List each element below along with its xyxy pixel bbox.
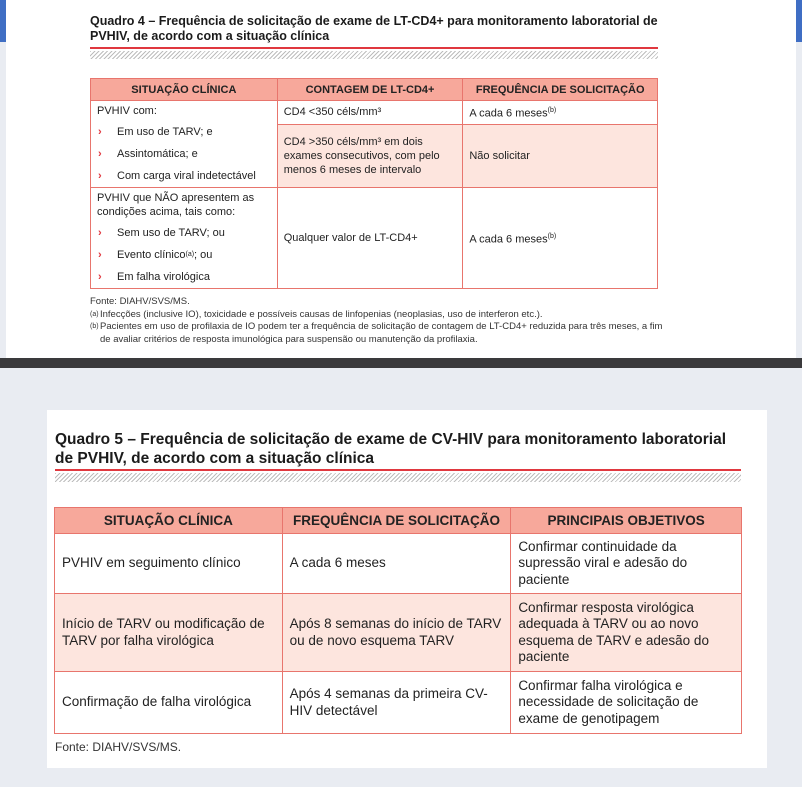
column-header: FREQUÊNCIA DE SOLICITAÇÃO xyxy=(463,79,658,101)
column-header: CONTAGEM DE LT-CD4+ xyxy=(277,79,463,101)
list-item-text: › Evento clínico xyxy=(117,249,186,261)
situation-cell: PVHIV em seguimento clínico xyxy=(55,534,283,594)
situation-intro: PVHIV com: xyxy=(97,105,157,117)
frequency-text: A cada 6 meses xyxy=(469,233,548,246)
table-row xyxy=(55,672,742,734)
quadro-5-table xyxy=(54,507,742,734)
situation-cell xyxy=(91,101,278,188)
count-cell: Qualquer valor de LT-CD4+ xyxy=(277,188,463,289)
column-header: PRINCIPAIS OBJETIVOS xyxy=(511,508,742,534)
frequency-cell: A cada 6 meses xyxy=(282,534,511,594)
list-item: › Com carga viral indetectável xyxy=(91,165,277,187)
title-rule xyxy=(55,469,741,471)
source-note: Fonte: DIAHV/SVS/MS. xyxy=(55,740,182,754)
footnotes xyxy=(90,296,670,346)
quadro-4-title: Quadro 4 – Frequência de solicitação de exame de LT-CD4+ para monitoramento laboratorial de PVHIV, de acordo com a situação clínica xyxy=(90,14,658,43)
situation-cell: Confirmação de falha virológica xyxy=(55,672,283,734)
column-header: SITUAÇÃO CLÍNICA xyxy=(91,79,278,101)
title-rule xyxy=(90,47,658,49)
situation-cell xyxy=(91,188,278,289)
quadro-4-table xyxy=(90,78,658,289)
table-row xyxy=(91,101,658,125)
frequency-cell: Não solicitar xyxy=(463,124,658,187)
quadro-5-title: Quadro 5 – Frequência de solicitação de exame de CV-HIV para monitoramento laboratorial de PVHIV, de acordo com a situação clínica xyxy=(55,431,727,467)
column-header: SITUAÇÃO CLÍNICA xyxy=(55,508,283,534)
frequency-cell: Após 4 semanas da primeira CV-HIV detectável xyxy=(282,672,511,734)
column-header: FREQUÊNCIA DE SOLICITAÇÃO xyxy=(282,508,511,534)
footnote-mark: (b) xyxy=(90,323,99,330)
list-item: › Assintomática; e xyxy=(91,143,277,165)
list-item: › Sem uso de TARV; ou xyxy=(91,222,277,244)
page-separator xyxy=(0,358,802,368)
footnote-text: Pacientes em uso de profilaxia de IO podem ter a frequência de solicitação de contagem de LT-CD4+ reduzida para três meses, a fim de avaliar critérios de resposta imunológica para suspensão ou manutenção da profilaxia. xyxy=(100,321,663,345)
page-quadro-4 xyxy=(6,0,796,358)
footnote-b xyxy=(90,321,670,346)
situation-cell: Início de TARV ou modificação de TARV por falha virológica xyxy=(55,594,283,672)
table-header-row xyxy=(55,508,742,534)
table-row xyxy=(55,594,742,672)
count-cell: CD4 <350 céls/mm³ xyxy=(277,101,463,125)
list-item xyxy=(91,244,277,266)
frequency-cell xyxy=(463,188,658,289)
frequency-cell xyxy=(463,101,658,125)
frequency-text: A cada 6 meses xyxy=(469,107,548,120)
footnote-mark: (a) xyxy=(185,251,195,258)
footnote-mark: (a) xyxy=(90,310,99,318)
table-header-row xyxy=(91,79,658,101)
hatch-divider xyxy=(55,473,741,482)
situation-intro: PVHIV que NÃO apresentem as condições acima, tais como: xyxy=(97,192,255,218)
footnote-mark: (b) xyxy=(547,107,557,114)
objective-cell: Confirmar continuidade da supressão viral e adesão do paciente xyxy=(511,534,742,594)
list-item-suffix: ; ou xyxy=(194,249,213,261)
count-cell: CD4 >350 céls/mm³ em dois exames consecutivos, com pelo menos 6 meses de intervalo xyxy=(277,124,463,187)
objective-cell: Confirmar resposta virológica adequada à TARV ou ao novo esquema de TARV e adesão do paciente xyxy=(511,594,742,672)
table-row xyxy=(91,188,658,289)
footnote-mark: (b) xyxy=(547,232,557,240)
source-note: Fonte: DIAHV/SVS/MS. xyxy=(90,296,190,307)
page-quadro-5 xyxy=(47,410,767,768)
footnote-a xyxy=(90,309,670,322)
list-item: › Em uso de TARV; e xyxy=(91,121,277,143)
footnote-text: Infecções (inclusive IO), toxicidade e possíveis causas de linfopenias (neoplasias, uso de interferon etc.). xyxy=(100,308,543,320)
objective-cell: Confirmar falha virológica e necessidade de solicitação de exame de genotipagem xyxy=(511,672,742,734)
table-row xyxy=(55,534,742,594)
list-item: › Em falha virológica xyxy=(91,266,277,288)
hatch-divider xyxy=(90,51,658,59)
frequency-cell: Após 8 semanas do início de TARV ou de novo esquema TARV xyxy=(282,594,511,672)
